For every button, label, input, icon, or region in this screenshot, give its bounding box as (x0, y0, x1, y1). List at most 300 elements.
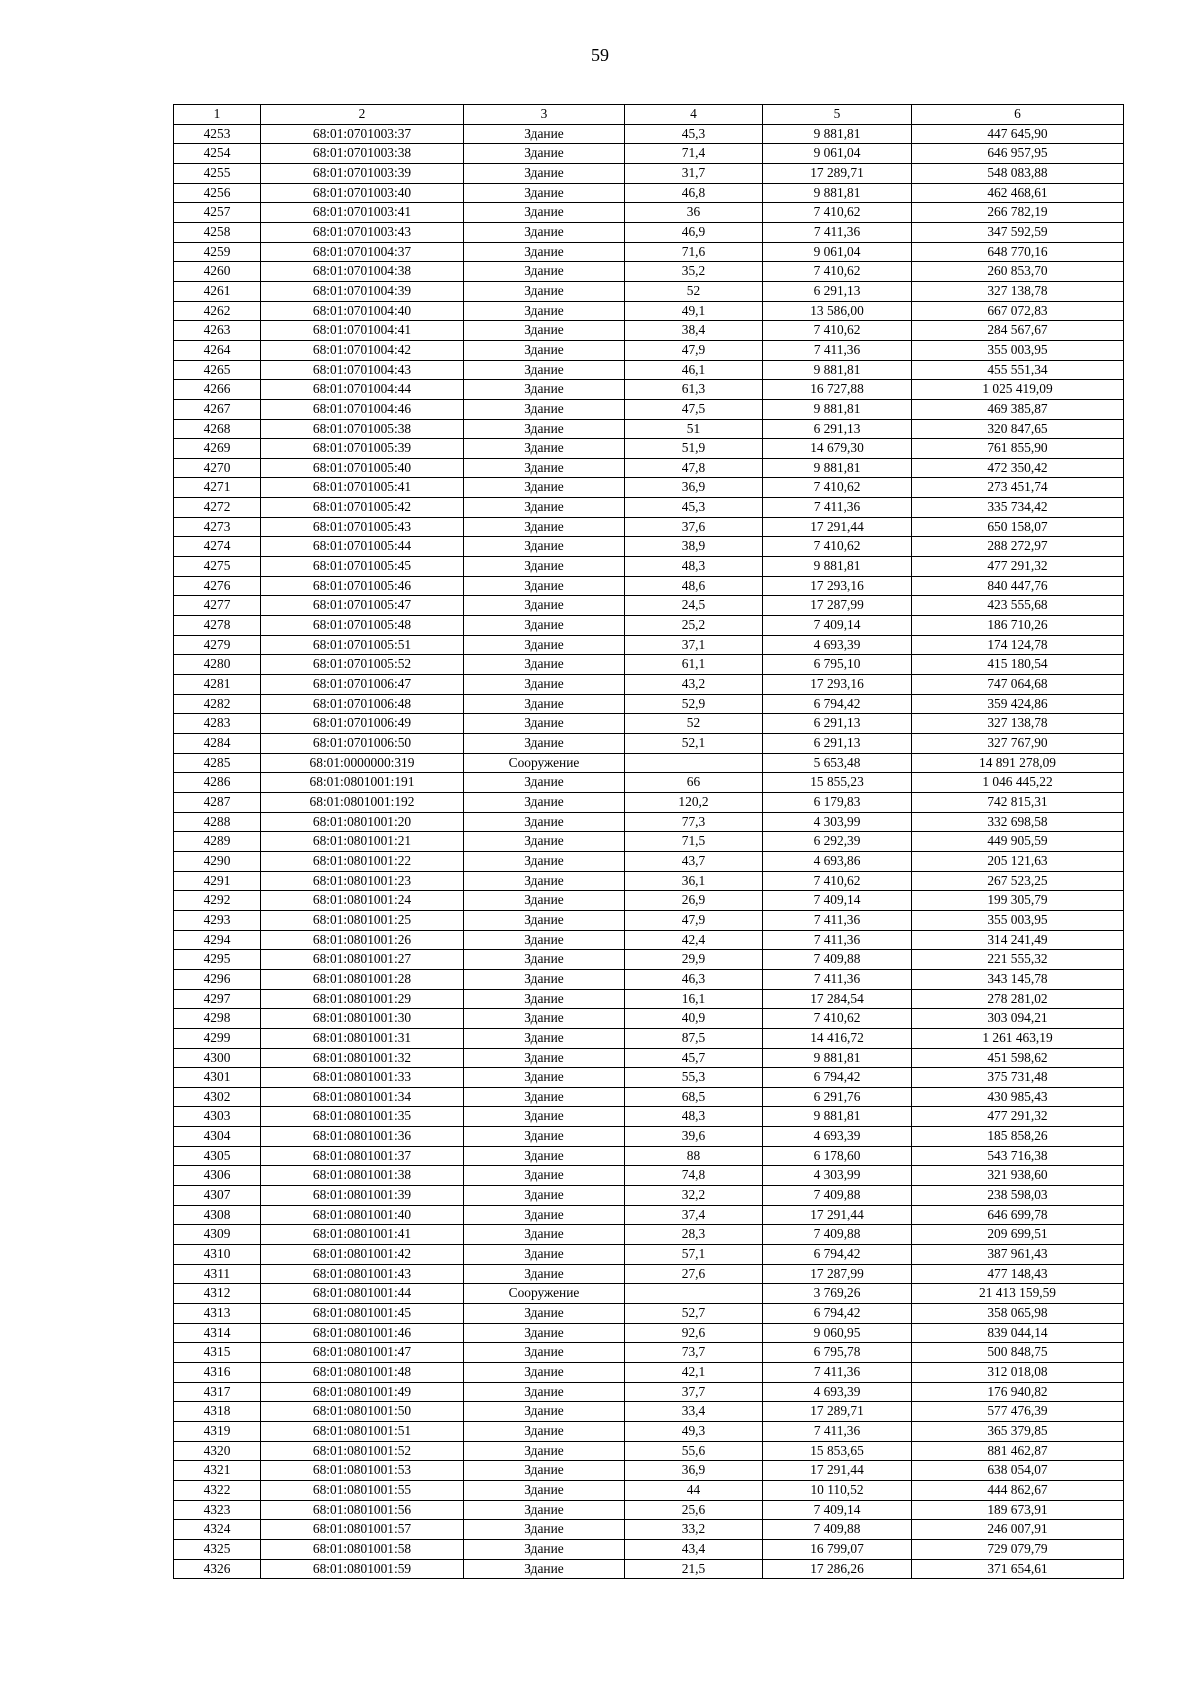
value-cell: 449 905,59 (912, 832, 1124, 852)
rate-cell: 4 303,99 (763, 812, 912, 832)
value-cell: 415 180,54 (912, 655, 1124, 675)
object-type-cell: Здание (464, 439, 625, 459)
cadastral-number-cell: 68:01:0701005:51 (261, 635, 464, 655)
object-type-cell: Здание (464, 1048, 625, 1068)
cadastral-number-cell: 68:01:0701005:47 (261, 596, 464, 616)
rate-cell: 17 289,71 (763, 1402, 912, 1422)
value-cell: 444 862,67 (912, 1480, 1124, 1500)
value-cell: 284 567,67 (912, 321, 1124, 341)
area-cell: 47,8 (625, 458, 763, 478)
object-type-cell: Здание (464, 1028, 625, 1048)
cadastral-number-cell: 68:01:0701005:42 (261, 498, 464, 518)
area-cell: 25,2 (625, 616, 763, 636)
row-number-cell: 4282 (174, 694, 261, 714)
cadastral-number-cell: 68:01:0801001:59 (261, 1559, 464, 1579)
value-cell: 375 731,48 (912, 1068, 1124, 1088)
object-type-cell: Здание (464, 1363, 625, 1383)
value-cell: 881 462,87 (912, 1441, 1124, 1461)
row-number-cell: 4290 (174, 851, 261, 871)
object-type-cell: Здание (464, 1009, 625, 1029)
table-row (174, 1461, 1124, 1481)
value-cell: 747 064,68 (912, 675, 1124, 695)
area-cell: 31,7 (625, 163, 763, 183)
area-cell: 16,1 (625, 989, 763, 1009)
area-cell: 46,3 (625, 969, 763, 989)
table-row (174, 439, 1124, 459)
rate-cell: 4 693,86 (763, 851, 912, 871)
table-row (174, 753, 1124, 773)
area-cell: 52,1 (625, 734, 763, 754)
table-row (174, 1068, 1124, 1088)
object-type-cell: Здание (464, 694, 625, 714)
table-row (174, 478, 1124, 498)
cadastral-number-cell: 68:01:0801001:191 (261, 773, 464, 793)
rate-cell: 7 411,36 (763, 969, 912, 989)
cadastral-number-cell: 68:01:0701005:52 (261, 655, 464, 675)
table-body (174, 124, 1124, 1579)
row-number-cell: 4264 (174, 340, 261, 360)
rate-cell: 9 881,81 (763, 124, 912, 144)
table-row (174, 773, 1124, 793)
row-number-cell: 4316 (174, 1363, 261, 1383)
rate-cell: 7 410,62 (763, 537, 912, 557)
row-number-cell: 4325 (174, 1539, 261, 1559)
object-type-cell: Здание (464, 1087, 625, 1107)
value-cell: 365 379,85 (912, 1421, 1124, 1441)
row-number-cell: 4285 (174, 753, 261, 773)
value-cell: 358 065,98 (912, 1304, 1124, 1324)
area-cell: 88 (625, 1146, 763, 1166)
table-row (174, 1127, 1124, 1147)
area-cell: 47,5 (625, 399, 763, 419)
rate-cell: 7 410,62 (763, 1009, 912, 1029)
value-cell: 840 447,76 (912, 576, 1124, 596)
object-type-cell: Здание (464, 851, 625, 871)
table-row (174, 399, 1124, 419)
cadastral-number-cell: 68:01:0701003:37 (261, 124, 464, 144)
table-row (174, 891, 1124, 911)
cadastral-number-cell: 68:01:0801001:39 (261, 1186, 464, 1206)
value-cell: 327 767,90 (912, 734, 1124, 754)
value-cell: 472 350,42 (912, 458, 1124, 478)
value-cell: 327 138,78 (912, 281, 1124, 301)
row-number-cell: 4270 (174, 458, 261, 478)
cadastral-number-cell: 68:01:0801001:50 (261, 1402, 464, 1422)
table-row (174, 1225, 1124, 1245)
cadastral-number-cell: 68:01:0801001:23 (261, 871, 464, 891)
row-number-cell: 4292 (174, 891, 261, 911)
cadastral-number-cell: 68:01:0801001:57 (261, 1520, 464, 1540)
rate-cell: 7 411,36 (763, 1421, 912, 1441)
area-cell: 36,9 (625, 1461, 763, 1481)
rate-cell: 9 881,81 (763, 557, 912, 577)
table-row (174, 1500, 1124, 1520)
table-row (174, 321, 1124, 341)
value-cell: 650 158,07 (912, 517, 1124, 537)
object-type-cell: Здание (464, 1166, 625, 1186)
rate-cell: 9 061,04 (763, 242, 912, 262)
value-cell: 761 855,90 (912, 439, 1124, 459)
rate-cell: 6 291,13 (763, 281, 912, 301)
rate-cell: 17 291,44 (763, 517, 912, 537)
area-cell: 43,2 (625, 675, 763, 695)
area-cell: 61,1 (625, 655, 763, 675)
area-cell: 68,5 (625, 1087, 763, 1107)
rate-cell: 16 799,07 (763, 1539, 912, 1559)
table-row (174, 792, 1124, 812)
column-header: 5 (763, 105, 912, 125)
cadastral-number-cell: 68:01:0801001:26 (261, 930, 464, 950)
area-cell: 61,3 (625, 380, 763, 400)
table-row (174, 616, 1124, 636)
area-cell: 44 (625, 1480, 763, 1500)
rate-cell: 7 409,14 (763, 616, 912, 636)
column-header: 3 (464, 105, 625, 125)
cadastral-number-cell: 68:01:0701005:38 (261, 419, 464, 439)
cadastral-number-cell: 68:01:0701004:43 (261, 360, 464, 380)
row-number-cell: 4279 (174, 635, 261, 655)
area-cell: 46,8 (625, 183, 763, 203)
object-type-cell: Здание (464, 832, 625, 852)
table-row (174, 1264, 1124, 1284)
table-row (174, 498, 1124, 518)
cadastral-number-cell: 68:01:0801001:30 (261, 1009, 464, 1029)
area-cell: 21,5 (625, 1559, 763, 1579)
area-cell: 52,7 (625, 1304, 763, 1324)
rate-cell: 5 653,48 (763, 753, 912, 773)
rate-cell: 4 303,99 (763, 1166, 912, 1186)
area-cell: 77,3 (625, 812, 763, 832)
cadastral-number-cell: 68:01:0701003:43 (261, 222, 464, 242)
object-type-cell: Здание (464, 773, 625, 793)
cadastral-number-cell: 68:01:0701003:38 (261, 144, 464, 164)
area-cell: 42,1 (625, 1363, 763, 1383)
table-row (174, 1245, 1124, 1265)
table-row (174, 1441, 1124, 1461)
object-type-cell: Здание (464, 124, 625, 144)
object-type-cell: Сооружение (464, 753, 625, 773)
row-number-cell: 4322 (174, 1480, 261, 1500)
area-cell: 47,9 (625, 910, 763, 930)
header-row (174, 105, 1124, 125)
row-number-cell: 4315 (174, 1343, 261, 1363)
rate-cell: 17 289,71 (763, 163, 912, 183)
area-cell: 38,9 (625, 537, 763, 557)
rate-cell: 6 291,13 (763, 419, 912, 439)
table-row (174, 1382, 1124, 1402)
rate-cell: 9 881,81 (763, 1107, 912, 1127)
area-cell: 49,1 (625, 301, 763, 321)
table-row (174, 1087, 1124, 1107)
area-cell: 33,4 (625, 1402, 763, 1422)
area-cell: 38,4 (625, 321, 763, 341)
row-number-cell: 4303 (174, 1107, 261, 1127)
rate-cell: 6 178,60 (763, 1146, 912, 1166)
cadastral-number-cell: 68:01:0801001:29 (261, 989, 464, 1009)
rate-cell: 9 881,81 (763, 1048, 912, 1068)
cadastral-number-cell: 68:01:0701005:40 (261, 458, 464, 478)
cadastral-number-cell: 68:01:0801001:33 (261, 1068, 464, 1088)
value-cell: 477 148,43 (912, 1264, 1124, 1284)
object-type-cell: Здание (464, 557, 625, 577)
object-type-cell: Здание (464, 989, 625, 1009)
area-cell: 45,3 (625, 498, 763, 518)
row-number-cell: 4271 (174, 478, 261, 498)
row-number-cell: 4301 (174, 1068, 261, 1088)
table-row (174, 950, 1124, 970)
area-cell: 120,2 (625, 792, 763, 812)
table-row (174, 1048, 1124, 1068)
row-number-cell: 4281 (174, 675, 261, 695)
cadastral-number-cell: 68:01:0801001:42 (261, 1245, 464, 1265)
object-type-cell: Здание (464, 950, 625, 970)
row-number-cell: 4299 (174, 1028, 261, 1048)
rate-cell: 4 693,39 (763, 1382, 912, 1402)
area-cell: 37,7 (625, 1382, 763, 1402)
cadastral-number-cell: 68:01:0801001:40 (261, 1205, 464, 1225)
value-cell: 667 072,83 (912, 301, 1124, 321)
cadastral-number-cell: 68:01:0701004:37 (261, 242, 464, 262)
row-number-cell: 4288 (174, 812, 261, 832)
rate-cell: 6 794,42 (763, 1068, 912, 1088)
object-type-cell: Здание (464, 340, 625, 360)
object-type-cell: Здание (464, 1146, 625, 1166)
value-cell: 1 025 419,09 (912, 380, 1124, 400)
area-cell: 40,9 (625, 1009, 763, 1029)
area-cell (625, 1284, 763, 1304)
cadastral-number-cell: 68:01:0801001:31 (261, 1028, 464, 1048)
value-cell: 260 853,70 (912, 262, 1124, 282)
table-row (174, 557, 1124, 577)
table-row (174, 222, 1124, 242)
object-type-cell: Здание (464, 655, 625, 675)
rate-cell: 6 794,42 (763, 1245, 912, 1265)
object-type-cell: Здание (464, 1539, 625, 1559)
table-row (174, 635, 1124, 655)
row-number-cell: 4253 (174, 124, 261, 144)
value-cell: 1 261 463,19 (912, 1028, 1124, 1048)
area-cell: 36,9 (625, 478, 763, 498)
object-type-cell: Здание (464, 419, 625, 439)
row-number-cell: 4276 (174, 576, 261, 596)
area-cell: 46,9 (625, 222, 763, 242)
value-cell: 646 957,95 (912, 144, 1124, 164)
object-type-cell: Здание (464, 576, 625, 596)
row-number-cell: 4293 (174, 910, 261, 930)
table-row (174, 380, 1124, 400)
value-cell: 273 451,74 (912, 478, 1124, 498)
object-type-cell: Здание (464, 1441, 625, 1461)
area-cell: 51,9 (625, 439, 763, 459)
object-type-cell: Здание (464, 262, 625, 282)
cadastral-number-cell: 68:01:0701004:44 (261, 380, 464, 400)
value-cell: 186 710,26 (912, 616, 1124, 636)
table-row (174, 871, 1124, 891)
object-type-cell: Здание (464, 458, 625, 478)
cadastral-number-cell: 68:01:0701003:39 (261, 163, 464, 183)
table-row (174, 1520, 1124, 1540)
row-number-cell: 4295 (174, 950, 261, 970)
object-type-cell: Здание (464, 1559, 625, 1579)
object-type-cell: Здание (464, 1520, 625, 1540)
row-number-cell: 4268 (174, 419, 261, 439)
object-type-cell: Здание (464, 1107, 625, 1127)
row-number-cell: 4277 (174, 596, 261, 616)
row-number-cell: 4308 (174, 1205, 261, 1225)
value-cell: 469 385,87 (912, 399, 1124, 419)
area-cell: 35,2 (625, 262, 763, 282)
area-cell: 51 (625, 419, 763, 439)
rate-cell: 7 410,62 (763, 203, 912, 223)
row-number-cell: 4287 (174, 792, 261, 812)
table-row (174, 812, 1124, 832)
area-cell: 29,9 (625, 950, 763, 970)
area-cell: 28,3 (625, 1225, 763, 1245)
row-number-cell: 4304 (174, 1127, 261, 1147)
table-row (174, 1284, 1124, 1304)
row-number-cell: 4266 (174, 380, 261, 400)
cadastral-number-cell: 68:01:0801001:51 (261, 1421, 464, 1441)
table-row (174, 1028, 1124, 1048)
rate-cell: 9 061,04 (763, 144, 912, 164)
value-cell: 321 938,60 (912, 1166, 1124, 1186)
cadastral-number-cell: 68:01:0701006:47 (261, 675, 464, 695)
value-cell: 387 961,43 (912, 1245, 1124, 1265)
rate-cell: 7 409,88 (763, 1186, 912, 1206)
table-row (174, 537, 1124, 557)
row-number-cell: 4286 (174, 773, 261, 793)
rate-cell: 15 853,65 (763, 1441, 912, 1461)
data-table (173, 104, 1124, 1579)
object-type-cell: Здание (464, 635, 625, 655)
rate-cell: 17 293,16 (763, 576, 912, 596)
row-number-cell: 4273 (174, 517, 261, 537)
rate-cell: 7 409,88 (763, 1225, 912, 1245)
value-cell: 278 281,02 (912, 989, 1124, 1009)
value-cell: 455 551,34 (912, 360, 1124, 380)
object-type-cell: Здание (464, 1225, 625, 1245)
value-cell: 462 468,61 (912, 183, 1124, 203)
value-cell: 839 044,14 (912, 1323, 1124, 1343)
value-cell: 312 018,08 (912, 1363, 1124, 1383)
value-cell: 221 555,32 (912, 950, 1124, 970)
row-number-cell: 4305 (174, 1146, 261, 1166)
cadastral-number-cell: 68:01:0701005:45 (261, 557, 464, 577)
row-number-cell: 4289 (174, 832, 261, 852)
row-number-cell: 4324 (174, 1520, 261, 1540)
rate-cell: 17 286,26 (763, 1559, 912, 1579)
value-cell: 199 305,79 (912, 891, 1124, 911)
row-number-cell: 4254 (174, 144, 261, 164)
area-cell: 49,3 (625, 1421, 763, 1441)
cadastral-number-cell: 68:01:0801001:52 (261, 1441, 464, 1461)
rate-cell: 6 291,76 (763, 1087, 912, 1107)
rate-cell: 17 291,44 (763, 1205, 912, 1225)
cadastral-number-cell: 68:01:0801001:47 (261, 1343, 464, 1363)
cadastral-number-cell: 68:01:0801001:49 (261, 1382, 464, 1402)
row-number-cell: 4313 (174, 1304, 261, 1324)
value-cell: 21 413 159,59 (912, 1284, 1124, 1304)
table-row (174, 1539, 1124, 1559)
value-cell: 355 003,95 (912, 340, 1124, 360)
object-type-cell: Здание (464, 812, 625, 832)
table-row (174, 989, 1124, 1009)
area-cell: 52 (625, 714, 763, 734)
table-row (174, 734, 1124, 754)
object-type-cell: Здание (464, 1402, 625, 1422)
area-cell: 48,3 (625, 1107, 763, 1127)
area-cell: 55,3 (625, 1068, 763, 1088)
rate-cell: 7 409,14 (763, 1500, 912, 1520)
rate-cell: 17 284,54 (763, 989, 912, 1009)
cadastral-number-cell: 68:01:0801001:53 (261, 1461, 464, 1481)
row-number-cell: 4291 (174, 871, 261, 891)
value-cell: 320 847,65 (912, 419, 1124, 439)
row-number-cell: 4302 (174, 1087, 261, 1107)
object-type-cell: Здание (464, 675, 625, 695)
object-type-cell: Здание (464, 242, 625, 262)
row-number-cell: 4297 (174, 989, 261, 1009)
cadastral-number-cell: 68:01:0801001:46 (261, 1323, 464, 1343)
area-cell: 27,6 (625, 1264, 763, 1284)
area-cell: 45,3 (625, 124, 763, 144)
cadastral-number-cell: 68:01:0801001:38 (261, 1166, 464, 1186)
rate-cell: 13 586,00 (763, 301, 912, 321)
row-number-cell: 4274 (174, 537, 261, 557)
value-cell: 14 891 278,09 (912, 753, 1124, 773)
row-number-cell: 4278 (174, 616, 261, 636)
object-type-cell: Здание (464, 1068, 625, 1088)
object-type-cell: Здание (464, 144, 625, 164)
table-row (174, 1323, 1124, 1343)
object-type-cell: Здание (464, 301, 625, 321)
value-cell: 423 555,68 (912, 596, 1124, 616)
object-type-cell: Здание (464, 321, 625, 341)
row-number-cell: 4309 (174, 1225, 261, 1245)
row-number-cell: 4314 (174, 1323, 261, 1343)
object-type-cell: Здание (464, 281, 625, 301)
rate-cell: 4 693,39 (763, 635, 912, 655)
cadastral-number-cell: 68:01:0801001:35 (261, 1107, 464, 1127)
table-row (174, 1304, 1124, 1324)
rate-cell: 16 727,88 (763, 380, 912, 400)
area-cell: 92,6 (625, 1323, 763, 1343)
cadastral-number-cell: 68:01:0801001:34 (261, 1087, 464, 1107)
table-row (174, 1107, 1124, 1127)
table-row (174, 281, 1124, 301)
value-cell: 500 848,75 (912, 1343, 1124, 1363)
table-row (174, 1559, 1124, 1579)
cadastral-number-cell: 68:01:0801001:45 (261, 1304, 464, 1324)
row-number-cell: 4321 (174, 1461, 261, 1481)
value-cell: 288 272,97 (912, 537, 1124, 557)
table-row (174, 596, 1124, 616)
column-header: 6 (912, 105, 1124, 125)
table-row (174, 458, 1124, 478)
object-type-cell: Здание (464, 1500, 625, 1520)
value-cell: 742 815,31 (912, 792, 1124, 812)
object-type-cell: Здание (464, 930, 625, 950)
cadastral-number-cell: 68:01:0801001:55 (261, 1480, 464, 1500)
area-cell: 33,2 (625, 1520, 763, 1540)
rate-cell: 17 287,99 (763, 1264, 912, 1284)
object-type-cell: Здание (464, 360, 625, 380)
table-row (174, 910, 1124, 930)
object-type-cell: Здание (464, 537, 625, 557)
rate-cell: 6 794,42 (763, 1304, 912, 1324)
column-header: 1 (174, 105, 261, 125)
area-cell (625, 753, 763, 773)
